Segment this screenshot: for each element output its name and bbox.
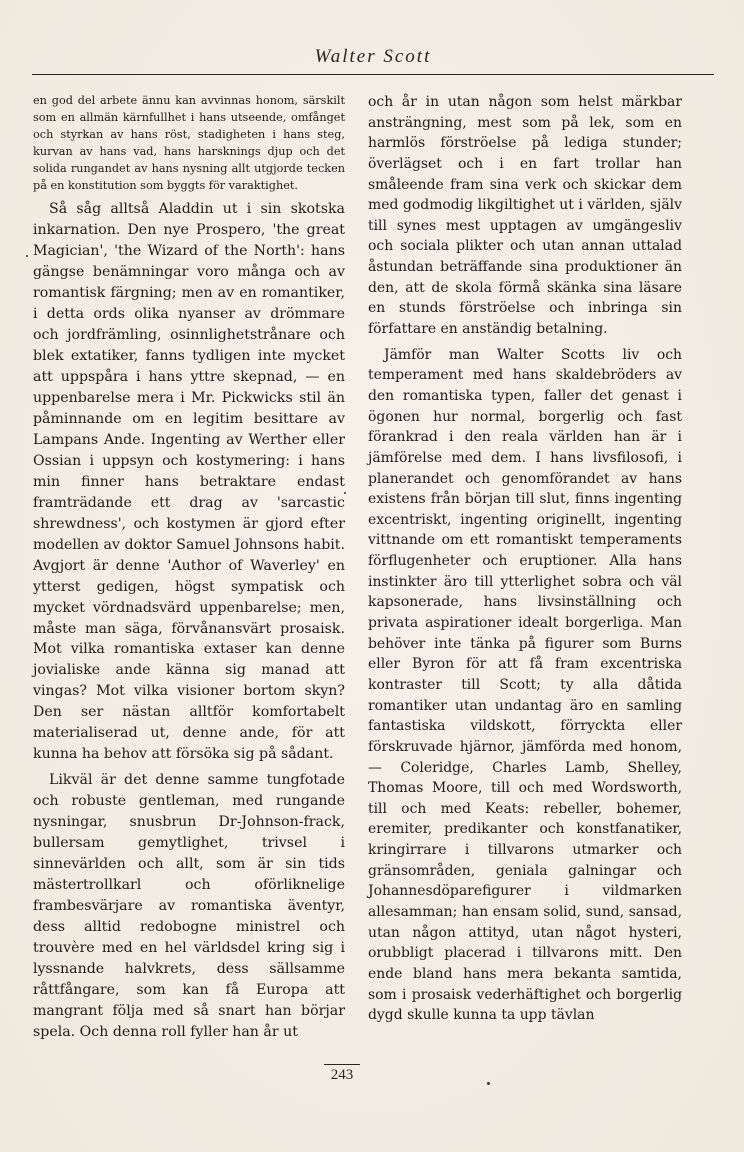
paragraph: en god del arbete ännu kan avvinnas honom, särskilt som en allmän kärnfullhet i hans utseende, omfånget och styrkan av hans röst, stadigheten i hans steg, kurvan av hans vad, hans harsknings djup och det solida rungandet av hans nysning allt utgjorde tecken på en konstitution som byggts för varaktighet. [33,94,345,193]
ink-speck [26,255,28,257]
right-column [368,92,682,1026]
page-header [32,44,714,75]
running-title: Walter Scott [314,46,432,67]
footer-rule [324,1064,360,1065]
left-column [33,92,345,1043]
paragraph: Jämför man Walter Scotts liv och temperament med hans skaldebröders av den romantiska typen, faller det genast i ögonen hur normal, borgerlig och fast förankrad i den reala världen han är i jämförelse med dem. I hans livsfilosofi, i planerandet och genomförandet av hans existens från början till slut, finns ingenting excentriskt, ingenting originellt, ingenting vittnande om ett romantiskt temperaments förflugenheter och eruptioner. Alla hans instinkter äro till ytterlighet sobra och väl kapsonerade, hans livsinställning och privata aspirationer idealt borgerliga. Man behöver inte tänka på figurer som Burns eller Byron för att få fram excentriska kontraster till Scott; ty alla dåtida romantiker utan undantag äro en samling fantastiska vildskott, förryckta eller förskruvade hjärnor, jämförda med honom, — Coleridge, Charles Lamb, Shelley, Thomas Moore, till och med Wordsworth, till och med Keats: rebeller, bohemer, eremiter, predikanter och konstfanatiker, kringirrare i tillvarons utmarker och gränsområden, geniala galningar och Johannesdöparefigurer i vildmarken allesamman; han ensam solid, sund, sansad, utan någon attityd, utan något hysteri, orubbligt placerad i tillvarons mitt. Den ende bland hans mera bekanta samtida, som i prosaisk vederhäftighet och borgerlig dygd skulle kunna ta upp tävlan [368,346,682,1024]
paragraph: Så såg alltså Aladdin ut i sin skotska inkarnation. Den nye Prospero, 'the great Magician', 'the Wizard of the North': hans gängse benämningar voro många och av romantisk färgning; men av en romantiker, i detta ords olika nyanser av drömmare och jordfrämling, osinnlighetstrånare och blek extatiker, fanns tydligen inte mycket att uppspåra i hans yttre skepnad, — en uppenbarelse mera i Mr. Pickwicks stil än påminnande om en legitim besittare av Lampans Ande. Ingenting av Werther eller Ossian i uppsyn och kostymering: i hans min finner hans betraktare endast framträdande ett drag av 'sarcastic shrewdness', och kostymen är gjord efter modellen av doktor Samuel Johnsons habit. Avgjort är denne 'Author of Waverley' en ytterst gedigen, högst sympatisk och mycket vördnadsvärd uppenbarelse; men, måste man säga, förvånansvärt prosaisk. Mot vilka romantiska extaser kan denne jovialiske ande känna sig manad att vingas? Mot vilka visioner bortom skyn? Den ser nästan alltför komfortabelt materialiserad ut, denne ande, för att kunna ha behov att försöka sig på sådant. [33,201,345,763]
ink-speck [487,1082,490,1085]
ink-speck [344,492,346,494]
paragraph: Likväl är det denne samme tungfotade och robuste gentleman, med rungande nysningar, snusbrun Dr-Johnson-frack, bullersam gemytlighet, trivsel i sinnevärlden och allt, som är sin tids mästertrollkarl och oförliknelige frambesvärjare av romantiska äventyr, dess alltid redobogne ministrel och trouvère med en hel världsdel kring sig i lyssnande halvkrets, dess sällsamme råttfångare, som kan få Europa att mangrant följa med så snart han börjar spela. Och denna roll fyller han år ut [33,772,345,1040]
paragraph: och år in utan någon som helst märkbar ansträngning, mest som på lek, som en harmlös förströelse på lediga stunder; överlägset och i en fart trollar han småleende fram sina verk och skickar dem med godmodig likgiltighet ut i världen, själv till synes mest upptagen av umgängesliv och sociala plikter och utan annan uttalad åstundan beträffande sina produktioner än den, att de skola förmå skänka sina läsare en stunds förströelse och inbringa sin författare en anständig betalning. [368,94,682,338]
page-number: 243 [330,1067,354,1083]
